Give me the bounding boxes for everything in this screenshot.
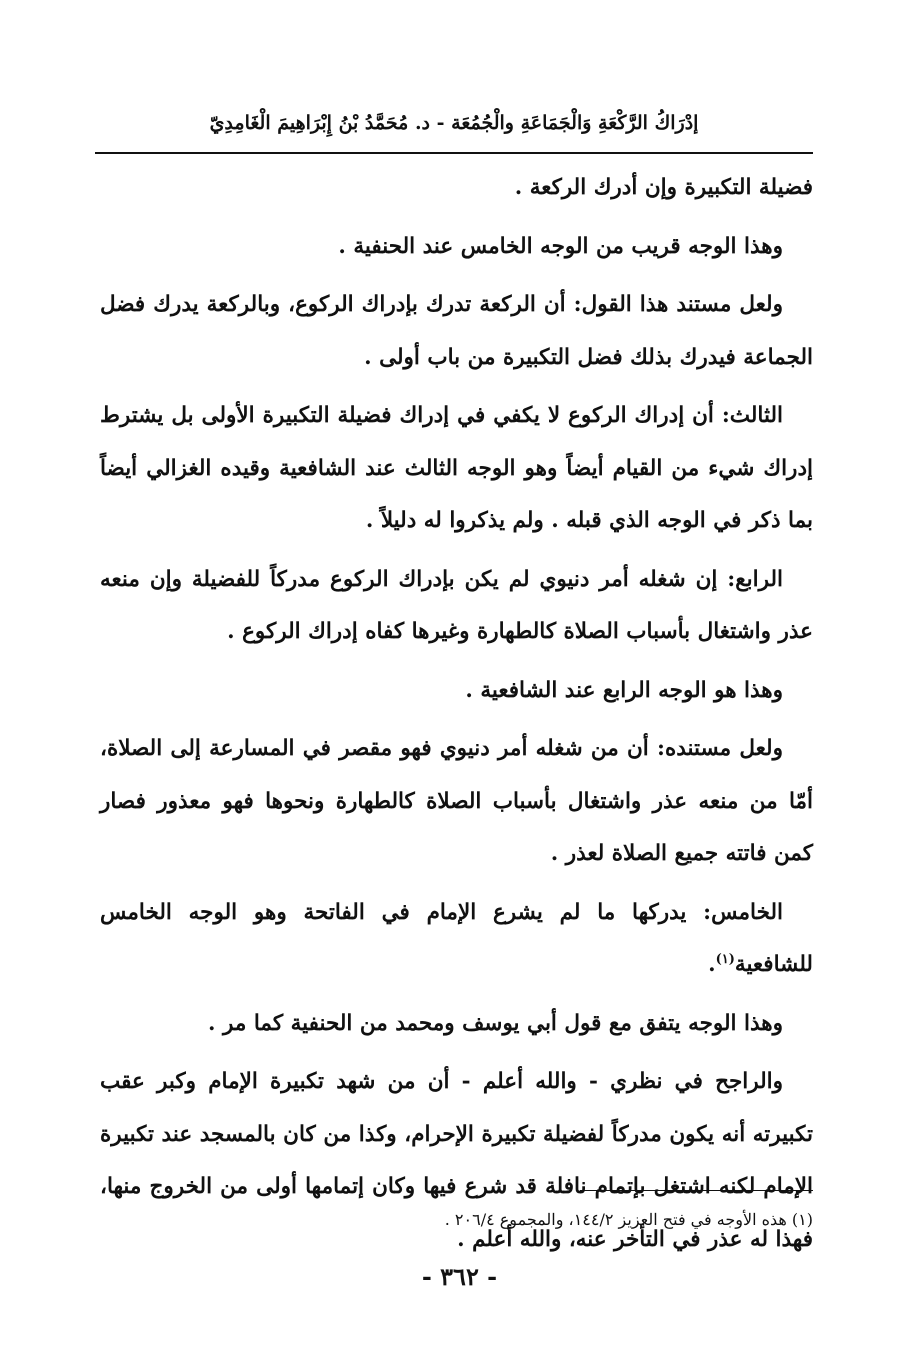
running-title: إدْرَاكُ الرَّكْعَةِ وَالْجَمَاعَةِ والْجُمُعَة - د. مُحَمَّدُ بْنُ إِبْرَاهِيمَ الْغَامِدِيّ (209, 112, 699, 134)
paragraph: فضيلة التكبيرة وإن أدرك الركعة . (514, 175, 813, 200)
paragraph: ولعل مستند هذا القول: أن الركعة تدرك بإدراك الركوع، وبالركعة يدرك فضل الجماعة فيدرك بذلك فضل التكبيرة من باب أولى . (100, 292, 813, 370)
paragraph-text: الخامس: يدركها ما لم يشرع الإمام في الفاتحة وهو الوجه الخامس للشافعية (100, 899, 813, 977)
paragraph: والراجح في نظري - والله أعلم - أن من شهد تكبيرة الإمام وكبر عقب تكبيرته أنه يكون مدركاً لفضيلة تكبيرة الإحرام، وكذا من كان بالمسجد عند تكبيرة الإمام لكنه اشتغل بإتمام نافلة قد شرع فيها وكان إتمامها أولى من الخروج منها، فهذا له عذر في التأخر عنه، والله أعلم . (100, 1069, 813, 1252)
page-number: - ٣٦٢ - (421, 1262, 498, 1291)
header-rule (95, 152, 813, 154)
main-text (100, 162, 813, 1266)
paragraph: وهذا الوجه يتفق مع قول أبي يوسف ومحمد من الحنفية كما مر . (208, 1010, 783, 1036)
paragraph: وهذا هو الوجه الرابع عند الشافعية . (465, 677, 783, 703)
paragraph: الرابع: إن شغله أمر دنيوي لم يكن بإدراك الركوع مدركاً للفضيلة وإن منعه عذر واشتغال بأسباب الصلاة كالطهارة وغيرها كفاه إدراك الركوع . (100, 566, 813, 644)
paragraph: ولعل مستنده: أن من شغله أمر دنيوي فهو مقصر في المسارعة إلى الصلاة، أمّا من منعه عذر واشتغال بأسباب الصلاة كالطهارة ونحوها فهو معذور فصار كمن فاتته جميع الصلاة لعذر . (100, 736, 813, 866)
footnote-rule (580, 1190, 813, 1191)
footnote: (١) هذه الأوجه في فتح العزيز ١٤٤/٢، والمجموع ٢٠٦/٤ . (444, 1210, 813, 1229)
paragraph: الثالث: أن إدراك الركوع لا يكفي في إدراك فضيلة التكبيرة الأولى بل يشترط إدراك شيء من القيام أيضاً وهو الوجه الثالث عند الشافعية وقيده الغزالي أيضاً بما ذكر في الوجه الذي قبله . ولم يذكروا له دليلاً . (100, 403, 813, 533)
footnote-marker: (١) (715, 951, 735, 967)
footnote-marker-tail: . (708, 952, 716, 977)
paragraph: وهذا الوجه قريب من الوجه الخامس عند الحنفية . (338, 233, 783, 259)
paragraph-with-footnote (100, 887, 813, 992)
